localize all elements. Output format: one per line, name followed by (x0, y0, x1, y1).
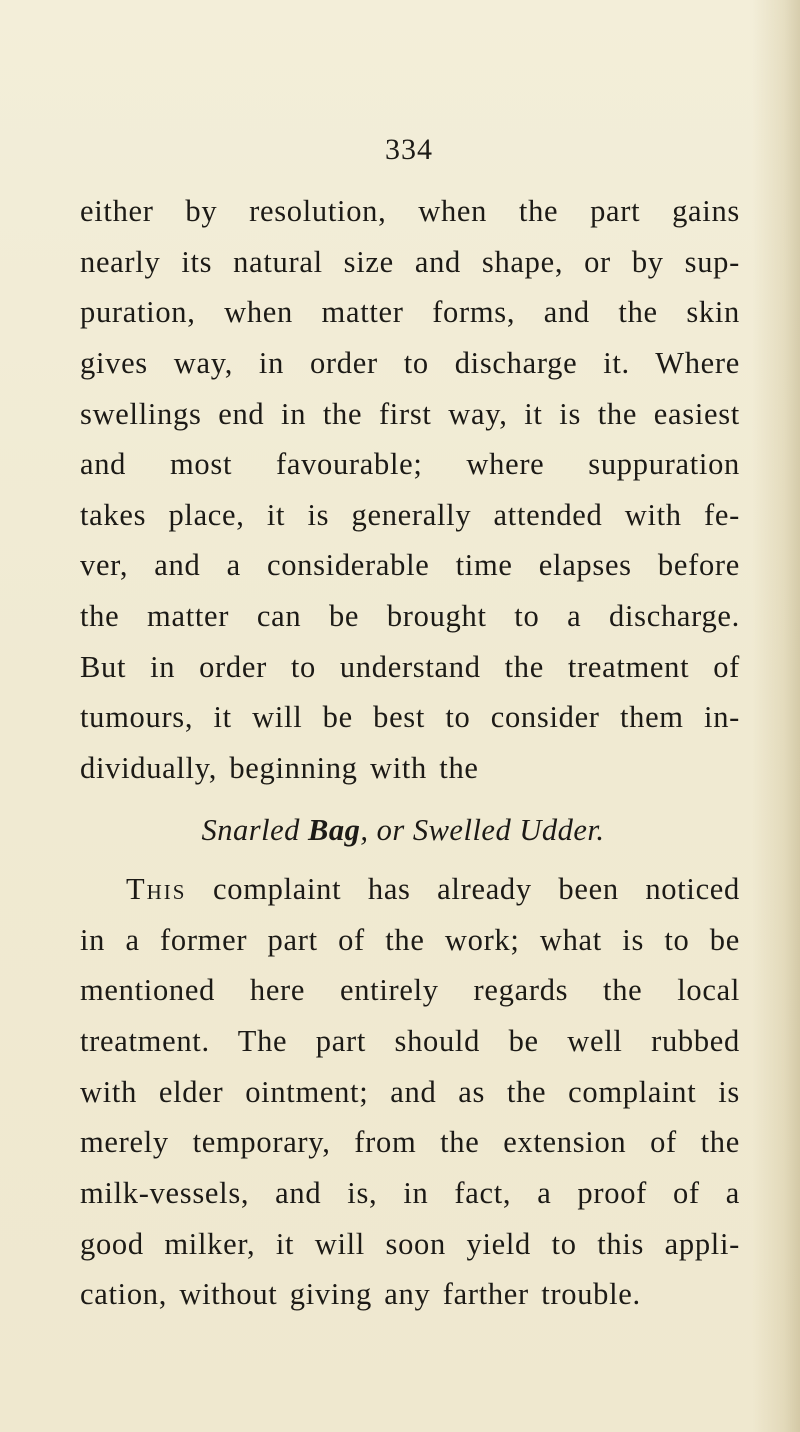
text-line: either by resolution, when the part gains (80, 194, 740, 228)
text-line: mentioned here entirely regards the local (80, 973, 740, 1007)
text-line: dividually, beginning with the (80, 751, 479, 785)
text-line: puration, when matter forms, and the skin (80, 295, 740, 329)
first-word: This (126, 872, 187, 906)
text-line: takes place, it is generally attended with fe- (80, 498, 740, 532)
heading-part-bold: Bag (308, 813, 361, 847)
text-line: the matter can be brought to a discharge. (80, 599, 740, 633)
text-line: and most favourable; where suppuration (80, 447, 740, 481)
text-line: in a former part of the work; what is to be (80, 923, 740, 957)
text-line: ver, and a considerable time elapses before (80, 548, 740, 582)
text-line: merely temporary, from the extension of the (80, 1125, 740, 1159)
section-heading (0, 813, 800, 848)
heading-part: Snarled (201, 813, 308, 847)
text-line: treatment. The part should be well rubbed (80, 1024, 740, 1058)
heading-part: , or Swelled Udder. (360, 813, 605, 847)
page-number: 334 (385, 133, 433, 166)
text-line: tumours, it will be best to consider them in- (80, 700, 740, 734)
text-line: nearly its natural size and shape, or by sup- (80, 245, 740, 279)
text-line: with elder ointment; and as the complaint is (80, 1075, 740, 1109)
text-line: swellings end in the first way, it is the easiest (80, 397, 740, 431)
text-line: good milker, it will soon yield to this appli- (80, 1227, 740, 1261)
text-line: But in order to understand the treatment of (80, 650, 740, 684)
text-span: complaint has already been noticed (186, 872, 740, 906)
text-line (126, 869, 740, 909)
text-line: cation, without giving any farther trouble. (80, 1277, 641, 1311)
text-line: milk-vessels, and is, in fact, a proof of a (80, 1176, 740, 1210)
text-line: gives way, in order to discharge it. Where (80, 346, 740, 380)
